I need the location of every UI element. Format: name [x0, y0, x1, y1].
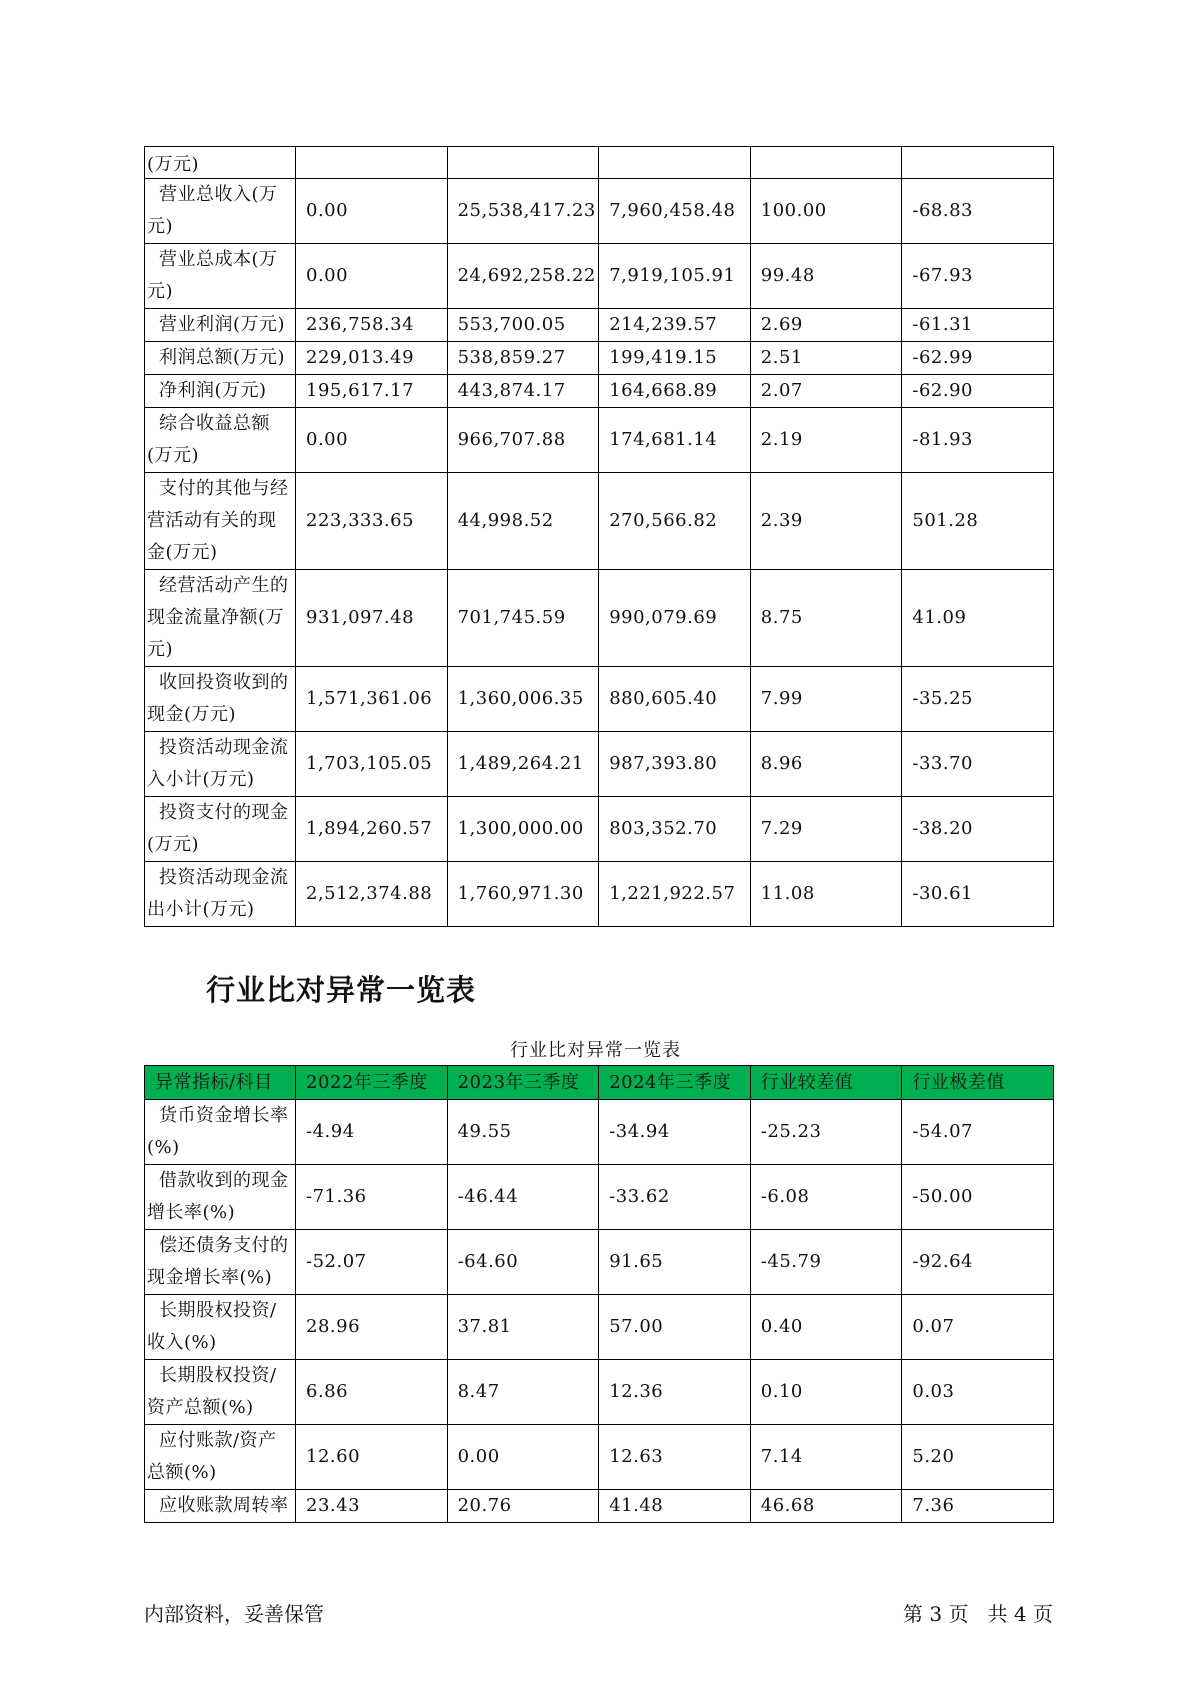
column-header: 行业极差值 — [902, 1066, 1054, 1100]
cell: 7.14 — [750, 1425, 902, 1490]
cell: 553,700.05 — [447, 309, 599, 342]
cell: -54.07 — [902, 1100, 1054, 1165]
page-number: 第 3 页 共 4 页 — [903, 1602, 1053, 1626]
cell: 931,097.48 — [296, 570, 448, 667]
row-label: 经营活动产生的现金流量净额(万元) — [145, 570, 296, 667]
column-header: 行业较差值 — [750, 1066, 902, 1100]
cell: -81.93 — [902, 408, 1054, 473]
table-row — [145, 309, 1054, 342]
cell: -46.44 — [447, 1165, 599, 1230]
row-label: 营业总成本(万元) — [145, 244, 296, 309]
cell: 28.96 — [296, 1295, 448, 1360]
cell: 44,998.52 — [447, 473, 599, 570]
cell: 1,360,006.35 — [447, 667, 599, 732]
table-row — [145, 375, 1054, 408]
cell: 164,668.89 — [599, 375, 751, 408]
cell — [296, 147, 448, 179]
cell: 7,919,105.91 — [599, 244, 751, 309]
cell: -67.93 — [902, 244, 1054, 309]
cell: 990,079.69 — [599, 570, 751, 667]
table-row — [145, 147, 1054, 179]
cell: 987,393.80 — [599, 732, 751, 797]
cell: -45.79 — [750, 1230, 902, 1295]
cell: 214,239.57 — [599, 309, 751, 342]
cell: 91.65 — [599, 1230, 751, 1295]
table-caption: 行业比对异常一览表 — [510, 1040, 681, 1061]
cell: 0.40 — [750, 1295, 902, 1360]
financial-data-table — [144, 146, 1054, 927]
column-header: 2022年三季度 — [296, 1066, 448, 1100]
table-row — [145, 1230, 1054, 1295]
row-label: 偿还债务支付的现金增长率(%) — [145, 1230, 296, 1295]
cell: 11.08 — [750, 862, 902, 927]
cell: 8.75 — [750, 570, 902, 667]
row-label: 营业利润(万元) — [145, 309, 296, 342]
cell: 7.36 — [902, 1490, 1054, 1523]
table-row — [145, 667, 1054, 732]
financial-table-body — [145, 147, 1054, 927]
cell: 2.69 — [750, 309, 902, 342]
row-label: 长期股权投资/资产总额(%) — [145, 1360, 296, 1425]
cell: -50.00 — [902, 1165, 1054, 1230]
table-row — [145, 570, 1054, 667]
cell — [750, 147, 902, 179]
cell: -25.23 — [750, 1100, 902, 1165]
industry-anomaly-table — [144, 1065, 1054, 1523]
row-label: 净利润(万元) — [145, 375, 296, 408]
cell: 41.48 — [599, 1490, 751, 1523]
column-header: 2023年三季度 — [447, 1066, 599, 1100]
row-label: 应收账款周转率 — [145, 1490, 296, 1523]
row-label: 长期股权投资/收入(%) — [145, 1295, 296, 1360]
cell: -61.31 — [902, 309, 1054, 342]
column-header: 异常指标/科目 — [145, 1066, 296, 1100]
cell: 8.96 — [750, 732, 902, 797]
row-label: 应付账款/资产总额(%) — [145, 1425, 296, 1490]
cell: 12.36 — [599, 1360, 751, 1425]
cell: 1,703,105.05 — [296, 732, 448, 797]
cell: -92.64 — [902, 1230, 1054, 1295]
table-header-row — [145, 1066, 1054, 1100]
cell: 880,605.40 — [599, 667, 751, 732]
row-label: 收回投资收到的现金(万元) — [145, 667, 296, 732]
cell: 99.48 — [750, 244, 902, 309]
table-row — [145, 244, 1054, 309]
cell — [447, 147, 599, 179]
cell: 501.28 — [902, 473, 1054, 570]
cell: 443,874.17 — [447, 375, 599, 408]
table-row — [145, 179, 1054, 244]
cell: -62.99 — [902, 342, 1054, 375]
cell — [902, 147, 1054, 179]
cell: 2,512,374.88 — [296, 862, 448, 927]
cell: 1,489,264.21 — [447, 732, 599, 797]
cell: 1,894,260.57 — [296, 797, 448, 862]
cell: 1,760,971.30 — [447, 862, 599, 927]
section-title: 行业比对异常一览表 — [206, 973, 477, 1007]
column-header: 2024年三季度 — [599, 1066, 751, 1100]
cell: 2.07 — [750, 375, 902, 408]
row-label: 投资活动现金流入小计(万元) — [145, 732, 296, 797]
cell: 229,013.49 — [296, 342, 448, 375]
cell: 7,960,458.48 — [599, 179, 751, 244]
cell: -6.08 — [750, 1165, 902, 1230]
table-row — [145, 473, 1054, 570]
row-label: 货币资金增长率(%) — [145, 1100, 296, 1165]
cell: 12.63 — [599, 1425, 751, 1490]
row-label: 借款收到的现金增长率(%) — [145, 1165, 296, 1230]
cell: 46.68 — [750, 1490, 902, 1523]
table-row — [145, 862, 1054, 927]
cell: 701,745.59 — [447, 570, 599, 667]
cell: 270,566.82 — [599, 473, 751, 570]
cell: 23.43 — [296, 1490, 448, 1523]
table-row — [145, 1490, 1054, 1523]
cell: 100.00 — [750, 179, 902, 244]
anomaly-table-body — [145, 1066, 1054, 1523]
cell: 20.76 — [447, 1490, 599, 1523]
table-row — [145, 408, 1054, 473]
row-label: 投资活动现金流出小计(万元) — [145, 862, 296, 927]
cell: 7.29 — [750, 797, 902, 862]
cell — [599, 147, 751, 179]
cell: 41.09 — [902, 570, 1054, 667]
cell: 7.99 — [750, 667, 902, 732]
table-row — [145, 797, 1054, 862]
cell: 538,859.27 — [447, 342, 599, 375]
cell: -71.36 — [296, 1165, 448, 1230]
cell: -52.07 — [296, 1230, 448, 1295]
cell: 0.07 — [902, 1295, 1054, 1360]
row-label: 综合收益总额(万元) — [145, 408, 296, 473]
cell: 0.03 — [902, 1360, 1054, 1425]
row-label: (万元) — [145, 147, 296, 179]
cell: 1,221,922.57 — [599, 862, 751, 927]
cell: -64.60 — [447, 1230, 599, 1295]
cell: 0.10 — [750, 1360, 902, 1425]
cell: 5.20 — [902, 1425, 1054, 1490]
row-label: 支付的其他与经营活动有关的现金(万元) — [145, 473, 296, 570]
cell: 1,571,361.06 — [296, 667, 448, 732]
cell: 174,681.14 — [599, 408, 751, 473]
table-row — [145, 1360, 1054, 1425]
cell: -33.62 — [599, 1165, 751, 1230]
footer-confidential-note: 内部资料，妥善保管 — [144, 1602, 324, 1626]
row-label: 投资支付的现金(万元) — [145, 797, 296, 862]
cell: 195,617.17 — [296, 375, 448, 408]
cell: 0.00 — [296, 244, 448, 309]
table-row — [145, 1165, 1054, 1230]
cell: 0.00 — [447, 1425, 599, 1490]
cell: 966,707.88 — [447, 408, 599, 473]
cell: -35.25 — [902, 667, 1054, 732]
cell: 49.55 — [447, 1100, 599, 1165]
cell: 803,352.70 — [599, 797, 751, 862]
cell: 0.00 — [296, 408, 448, 473]
cell: -33.70 — [902, 732, 1054, 797]
cell: 0.00 — [296, 179, 448, 244]
cell: 8.47 — [447, 1360, 599, 1425]
table-row — [145, 1100, 1054, 1165]
cell: 12.60 — [296, 1425, 448, 1490]
table-row — [145, 342, 1054, 375]
row-label: 利润总额(万元) — [145, 342, 296, 375]
cell: 2.39 — [750, 473, 902, 570]
cell: 199,419.15 — [599, 342, 751, 375]
table-row — [145, 1425, 1054, 1490]
table-row — [145, 732, 1054, 797]
row-label: 营业总收入(万元) — [145, 179, 296, 244]
cell: 236,758.34 — [296, 309, 448, 342]
cell: 6.86 — [296, 1360, 448, 1425]
cell: 37.81 — [447, 1295, 599, 1360]
cell: 2.19 — [750, 408, 902, 473]
cell: -68.83 — [902, 179, 1054, 244]
cell: -62.90 — [902, 375, 1054, 408]
cell: -30.61 — [902, 862, 1054, 927]
table-row — [145, 1295, 1054, 1360]
cell: 1,300,000.00 — [447, 797, 599, 862]
cell: 2.51 — [750, 342, 902, 375]
cell: -34.94 — [599, 1100, 751, 1165]
cell: -38.20 — [902, 797, 1054, 862]
cell: 57.00 — [599, 1295, 751, 1360]
cell: -4.94 — [296, 1100, 448, 1165]
cell: 223,333.65 — [296, 473, 448, 570]
cell: 25,538,417.23 — [447, 179, 599, 244]
cell: 24,692,258.22 — [447, 244, 599, 309]
